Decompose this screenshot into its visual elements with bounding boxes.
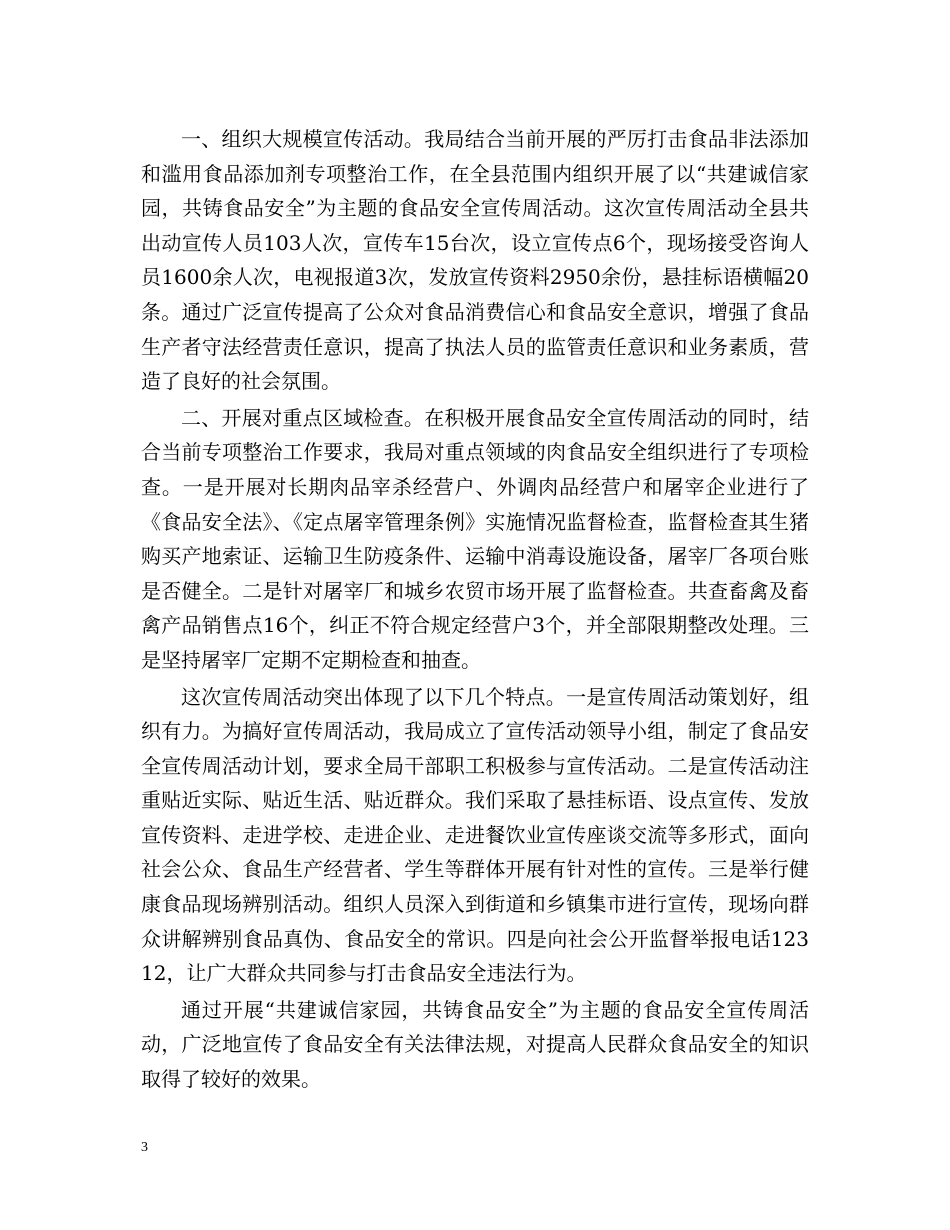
- paragraph-conclusion: 通过开展“共建诚信家园，共铸食品安全”为主题的食品安全宣传周活动，广泛地宣传了食品安全有关法律法规，对提高人民群众食品安全的知识取得了较好的效果。: [141, 997, 809, 1092]
- paragraph-publicity-activity: 一、组织大规模宣传活动。我局结合当前开展的严厉打击食品非法添加和滥用食品添加剂专项整治工作，在全县范围内组织开展了以“共建诚信家园，共铸食品安全”为主题的食品安全宣传周活动。这次宣传周活动全县共出动宣传人员103人次，宣传车15台次，设立宣传点6个，现场接受咨询人员1600余人次，电视报道3次，发放宣传资料2950余份，悬挂标语横幅20条。通过广泛宣传提高了公众对食品消费信心和食品安全意识，增强了食品生产者守法经营责任意识，提高了执法人员的监管责任意识和业务素质，营造了良好的社会氛围。: [141, 127, 809, 394]
- paragraph-key-area-inspection: 二、开展对重点区域检查。在积极开展食品安全宣传周活动的同时，结合当前专项整治工作要求，我局对重点领域的肉食品安全组织进行了专项检查。一是开展对长期肉品宰杀经营户、外调肉品经营户和屠宰企业进行了《食品安全法》、《定点屠宰管理条例》实施情况监督检查，监督检查其生猪购买产地索证、运输卫生防疫条件、运输中消毒设施设备，屠宰厂各项台账是否健全。二是针对屠宰厂和城乡农贸市场开展了监督检查。共查畜禽及畜禽产品销售点16个，纠正不符合规定经营户3个，并全部限期整改处理。三是坚持屠宰厂定期不定期检查和抽查。: [141, 405, 809, 672]
- document-body: [141, 122, 809, 1099]
- paragraph-activity-features: 这次宣传周活动突出体现了以下几个特点。一是宣传周活动策划好，组织有力。为搞好宣传周活动，我局成立了宣传活动领导小组，制定了食品安全宣传周活动计划，要求全局干部职工积极参与宣传活动。二是宣传活动注重贴近实际、贴近生活、贴近群众。我们采取了悬挂标语、设点宣传、发放宣传资料、走进学校、走进企业、走进餐饮业宣传座谈交流等多形式，面向社会公众、食品生产经营者、学生等群体开展有针对性的宣传。三是举行健康食品现场辨别活动。组织人员深入到街道和乡镇集市进行宣传，现场向群众讲解辨别食品真伪、食品安全的常识。四是向社会公开监督举报电话12312，让广大群众共同参与打击食品安全违法行为。: [141, 684, 809, 986]
- page-number: 3: [141, 1140, 148, 1155]
